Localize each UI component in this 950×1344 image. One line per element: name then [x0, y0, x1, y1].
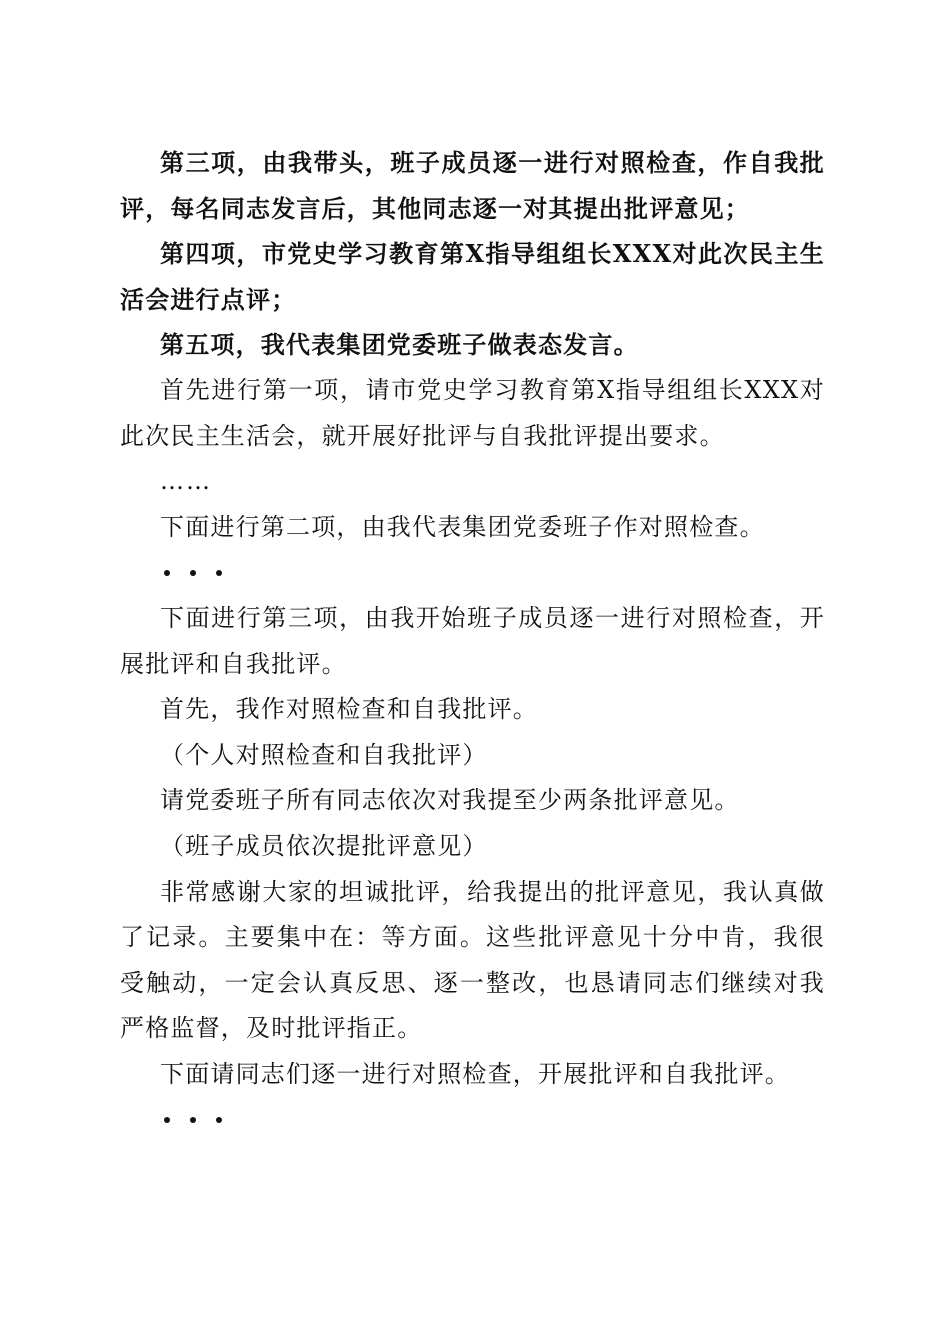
dot-icon	[164, 1117, 170, 1123]
ellipsis-line: ……	[160, 467, 212, 496]
note-personal-review: （个人对照检查和自我批评）	[160, 740, 488, 769]
dot-icon	[216, 1117, 222, 1123]
dot-icon	[190, 1117, 196, 1123]
paragraph-request-opinions: 请党委班子所有同志依次对我提至少两条批评意见。	[160, 786, 740, 815]
paragraph-item-5: 第五项，我代表集团党委班子做表态发言。	[160, 330, 639, 360]
dot-icon	[190, 570, 196, 576]
paragraph-next-comrades: 下面请同志们逐一进行对照检查，开展批评和自我批评。	[160, 1059, 790, 1088]
omission-dots-2	[120, 1097, 825, 1143]
dot-icon	[164, 570, 170, 576]
paragraph-item-3: 第三项，由我带头，班子成员逐一进行对照检查，作自我批评，每名同志发言后，其他同志逐一对其提出批评意见；	[120, 148, 825, 223]
paragraph-third-item-intro: 下面进行第三项，由我开始班子成员逐一进行对照检查，开展批评和自我批评。	[120, 603, 825, 678]
note-members-opinions: （班子成员依次提批评意见）	[160, 831, 488, 860]
paragraph-thanks: 非常感谢大家的坦诚批评，给我提出的批评意见，我认真做了记录。主要集中在：等方面。这些批评意见十分中肯，我很受触动，一定会认真反思、逐一整改，也恳请同志们继续对我严格监督，及时批评指正。	[120, 877, 825, 1043]
paragraph-first-item-intro: 首先进行第一项，请市党史学习教育第X指导组组长XXX对此次民主生活会，就开展好批评与自我批评提出要求。	[120, 375, 825, 450]
document-page	[120, 140, 825, 1143]
omission-dots-1	[120, 550, 825, 596]
dot-icon	[216, 570, 222, 576]
paragraph-item-4: 第四项，市党史学习教育第X指导组组长XXX对此次民主生活会进行点评；	[120, 239, 825, 314]
paragraph-second-item-intro: 下面进行第二项，由我代表集团党委班子作对照检查。	[160, 512, 765, 541]
paragraph-self-first: 首先，我作对照检查和自我批评。	[160, 695, 538, 724]
